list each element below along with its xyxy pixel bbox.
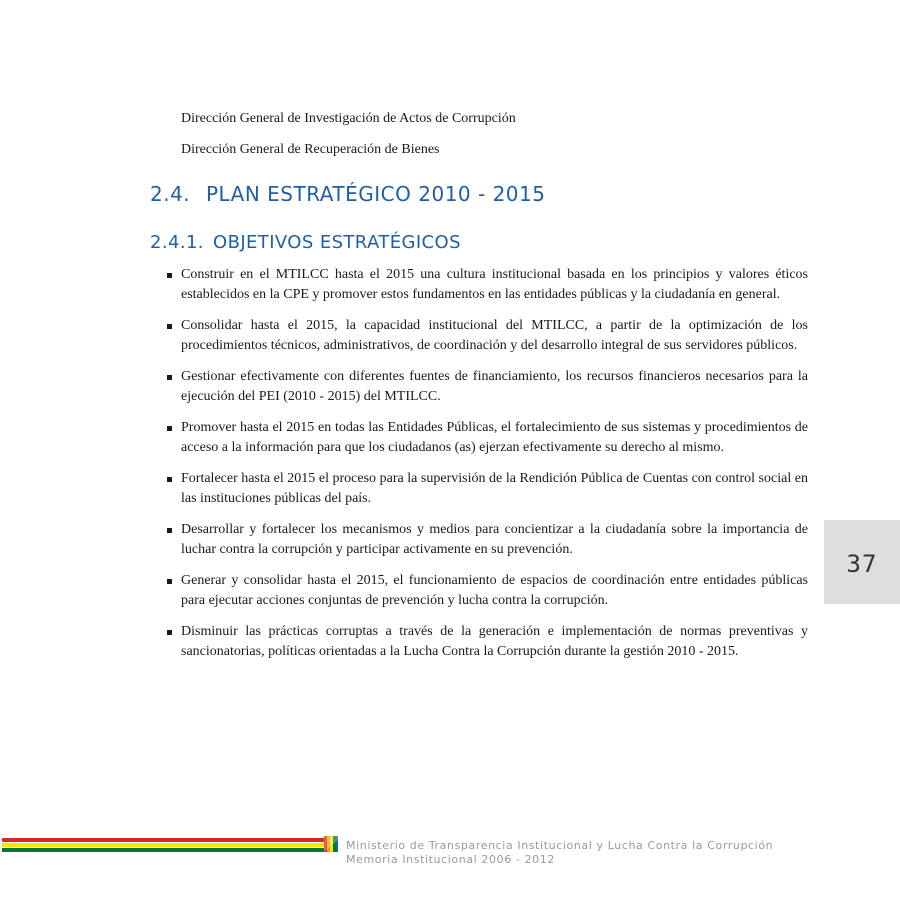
list-item [165, 469, 808, 509]
list-item [165, 571, 808, 611]
intro-line-recuperacion: Dirección General de Recuperación de Bienes [181, 142, 440, 157]
objective-text: Consolidar hasta el 2015, la capacidad institucional del MTILCC, a partir de la optimización de los procedimientos técnicos, administrativos, de coordinación y del desarrollo integral de sus servidores públicos. [181, 318, 808, 353]
bullet-icon [167, 324, 172, 329]
flag-stripe-red [2, 838, 327, 842]
bullet-icon [167, 630, 172, 635]
objectives-list [165, 265, 808, 673]
objective-text: Promover hasta el 2015 en todas las Entidades Públicas, el fortalecimiento de sus sistemas y procedimientos de acceso a la información para que los ciudadanos (as) ejerzan efectivamente su derecho al mismo. [181, 420, 808, 455]
list-item [165, 622, 808, 662]
objective-text: Fortalecer hasta el 2015 el proceso para la supervisión de la Rendición Pública de Cuentas con control social en las instituciones públicas del país. [181, 471, 808, 506]
bullet-icon [167, 426, 172, 431]
bullet-icon [167, 477, 172, 482]
footer-memoria: Memoria Institucional 2006 - 2012 [346, 853, 555, 866]
footer [346, 839, 773, 867]
flag-stripe-green [2, 848, 327, 852]
flag-stripe-yellow [2, 843, 327, 847]
intro-line-investigacion: Dirección General de Investigación de Actos de Corrupción [181, 111, 516, 126]
bullet-icon [167, 528, 172, 533]
section-heading [150, 182, 545, 206]
subsection-title: OBJETIVOS ESTRATÉGICOS [213, 232, 461, 253]
subsection-number: 2.4.1. [150, 232, 204, 253]
list-item [165, 367, 808, 407]
bullet-icon [167, 579, 172, 584]
objective-text: Gestionar efectivamente con diferentes fuentes de financiamiento, los recursos financieros necesarios para la ejecución del PEI (2010 - 2015) del MTILCC. [181, 369, 808, 404]
list-item [165, 265, 808, 305]
footer-ministry: Ministerio de Transparencia Institucional y Lucha Contra la Corrupción [346, 839, 774, 852]
section-number: 2.4. [150, 182, 191, 206]
objective-text: Generar y consolidar hasta el 2015, el funcionamiento de espacios de coordinación entre entidades públicas para ejecutar acciones conjuntas de prevención y lucha contra la corrupción. [181, 573, 808, 608]
objective-text: Desarrollar y fortalecer los mecanismos y medios para concientizar a la ciudadanía sobre la importancia de luchar contra la corrupción y participar activamente en su prevención. [181, 522, 808, 557]
page-number: 37 [846, 550, 878, 578]
objective-text: Construir en el MTILCC hasta el 2015 una cultura institucional basada en los principios y valores éticos establecidos en la CPE y promover estos fundamentos en las entidades públicas y la ciudadanía en general. [181, 267, 808, 302]
wiphala-emblem-icon [324, 836, 338, 852]
bullet-icon [167, 273, 172, 278]
bolivia-flag-stripes [2, 838, 327, 852]
list-item [165, 520, 808, 560]
subsection-heading [150, 232, 461, 253]
section-title: PLAN ESTRATÉGICO 2010 - 2015 [206, 182, 546, 206]
page-number-tab [824, 520, 900, 604]
list-item [165, 418, 808, 458]
list-item [165, 316, 808, 356]
objective-text: Disminuir las prácticas corruptas a través de la generación e implementación de normas preventivas y sancionatorias, políticas orientadas a la Lucha Contra la Corrupción durante la gestión 2010 - 2015. [181, 624, 808, 659]
bullet-icon [167, 375, 172, 380]
